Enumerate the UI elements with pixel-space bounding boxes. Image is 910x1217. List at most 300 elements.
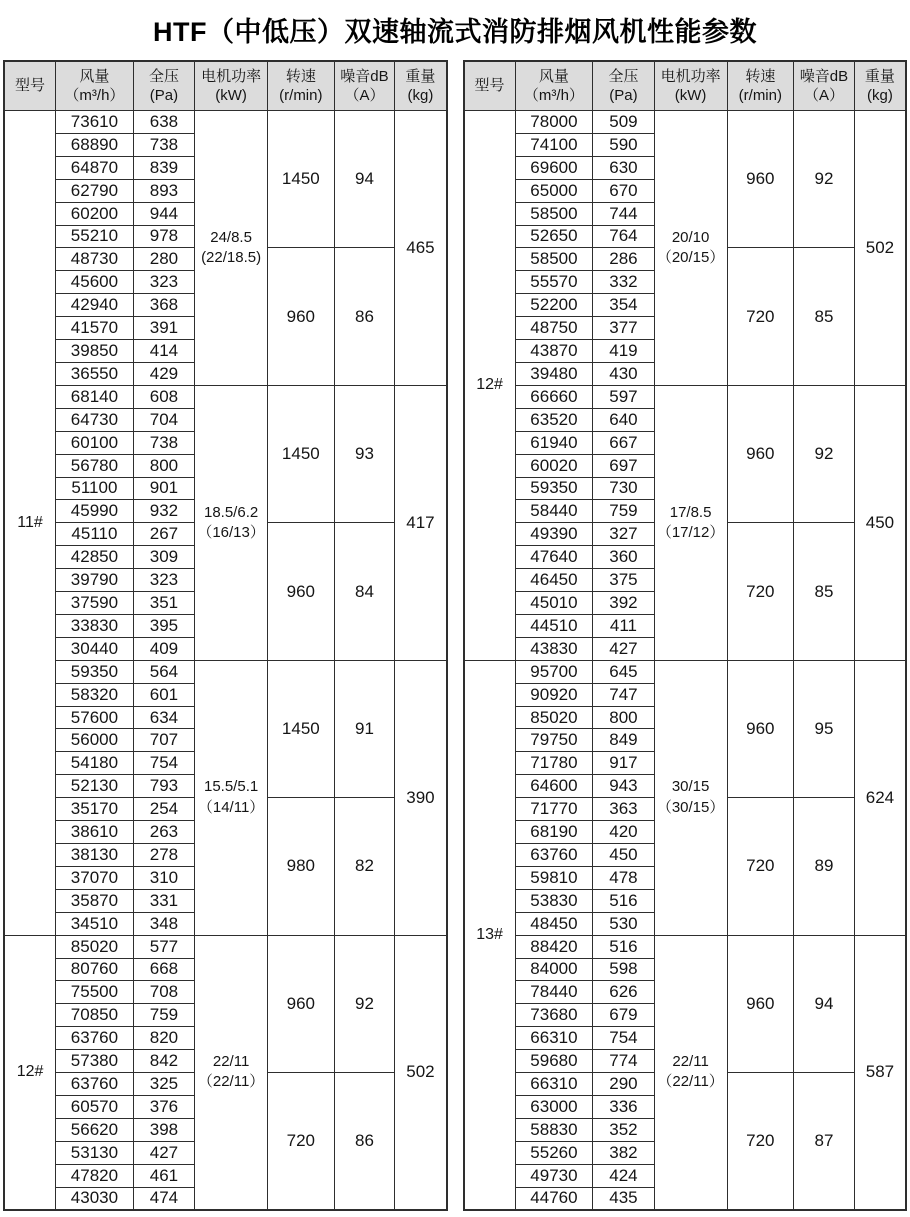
- pressure-cell: 323: [133, 271, 194, 294]
- header-line2: (r/min): [279, 87, 323, 104]
- speed-cell: 720: [727, 1073, 794, 1210]
- noise-cell: 86: [334, 248, 395, 385]
- power-line2: （20/15）: [656, 248, 725, 266]
- speed-cell: 1450: [268, 111, 335, 248]
- pressure-cell: 738: [133, 431, 194, 454]
- col-header-5: [794, 61, 855, 111]
- airflow-cell: 34510: [56, 912, 134, 935]
- pressure-cell: 254: [133, 798, 194, 821]
- col-header-2: [133, 61, 194, 111]
- airflow-cell: 51100: [56, 477, 134, 500]
- pressure-cell: 516: [593, 889, 654, 912]
- pressure-cell: 704: [133, 408, 194, 431]
- header-line2: （A）: [803, 87, 844, 104]
- model-cell: 12#: [464, 111, 516, 661]
- pressure-cell: 427: [133, 1141, 194, 1164]
- pressure-cell: 375: [593, 569, 654, 592]
- pressure-cell: 354: [593, 294, 654, 317]
- airflow-cell: 73680: [515, 1004, 593, 1027]
- pressure-cell: 430: [593, 362, 654, 385]
- airflow-cell: 68140: [56, 385, 134, 408]
- table-row: [4, 935, 447, 958]
- pressure-cell: 759: [133, 1004, 194, 1027]
- airflow-cell: 75500: [56, 981, 134, 1004]
- pressure-cell: 395: [133, 614, 194, 637]
- pressure-cell: 530: [593, 912, 654, 935]
- pressure-cell: 376: [133, 1095, 194, 1118]
- pressure-cell: 429: [133, 362, 194, 385]
- airflow-cell: 78000: [515, 111, 593, 134]
- airflow-cell: 45600: [56, 271, 134, 294]
- airflow-cell: 58500: [515, 248, 593, 271]
- header-line2: (kW): [674, 87, 707, 104]
- airflow-cell: 65000: [515, 179, 593, 202]
- model-cell: 11#: [4, 111, 56, 936]
- header-row: [464, 61, 907, 111]
- airflow-cell: 90920: [515, 683, 593, 706]
- header-line2: (Pa): [149, 87, 179, 104]
- speed-cell: 960: [268, 248, 335, 385]
- airflow-cell: 45990: [56, 500, 134, 523]
- weight-cell: 450: [854, 385, 906, 660]
- pressure-cell: 849: [593, 729, 654, 752]
- airflow-cell: 35170: [56, 798, 134, 821]
- power-line2: （14/11）: [197, 798, 265, 816]
- airflow-cell: 60100: [56, 431, 134, 454]
- airflow-cell: 60570: [56, 1095, 134, 1118]
- noise-cell: 91: [334, 660, 395, 797]
- speed-cell: 980: [268, 798, 335, 935]
- pressure-cell: 280: [133, 248, 194, 271]
- pressure-cell: 424: [593, 1164, 654, 1187]
- power-line2: （22/11）: [657, 1073, 724, 1091]
- table-row: [4, 111, 447, 134]
- speed-cell: 960: [727, 660, 794, 797]
- airflow-cell: 64730: [56, 408, 134, 431]
- pressure-cell: 590: [593, 133, 654, 156]
- airflow-cell: 95700: [515, 660, 593, 683]
- airflow-cell: 73610: [56, 111, 134, 134]
- pressure-cell: 420: [593, 821, 654, 844]
- noise-cell: 85: [794, 248, 855, 385]
- col-header-0: [4, 61, 56, 111]
- airflow-cell: 66310: [515, 1027, 593, 1050]
- speed-cell: 960: [268, 523, 335, 660]
- airflow-cell: 59810: [515, 866, 593, 889]
- header-line1: 全压: [608, 67, 639, 85]
- noise-cell: 85: [794, 523, 855, 660]
- noise-cell: 94: [794, 935, 855, 1072]
- pressure-cell: 601: [133, 683, 194, 706]
- header-line1: 型号: [474, 77, 505, 95]
- pressure-cell: 267: [133, 523, 194, 546]
- power-line2: (22/18.5): [201, 248, 262, 266]
- header-line2: (kW): [215, 87, 247, 104]
- weight-cell: 624: [854, 660, 906, 935]
- pressure-cell: 638: [133, 111, 194, 134]
- col-header-6: [854, 61, 906, 111]
- airflow-cell: 70850: [56, 1004, 134, 1027]
- airflow-cell: 52130: [56, 775, 134, 798]
- airflow-cell: 62790: [56, 179, 134, 202]
- power-line1: 22/11: [212, 1053, 250, 1071]
- pressure-cell: 597: [593, 385, 654, 408]
- pressure-cell: 352: [593, 1118, 654, 1141]
- col-header-2: [593, 61, 654, 111]
- header-line1: 噪音dB: [799, 67, 849, 85]
- pressure-cell: 668: [133, 958, 194, 981]
- noise-cell: 95: [794, 660, 855, 797]
- pressure-cell: 901: [133, 477, 194, 500]
- header-line2: (r/min): [738, 87, 782, 104]
- pressure-cell: 450: [593, 844, 654, 867]
- airflow-cell: 68890: [56, 133, 134, 156]
- airflow-cell: 85020: [56, 935, 134, 958]
- pressure-cell: 564: [133, 660, 194, 683]
- airflow-cell: 43870: [515, 340, 593, 363]
- noise-cell: 82: [334, 798, 395, 935]
- header-row: [4, 61, 447, 111]
- pressure-cell: 774: [593, 1050, 654, 1073]
- noise-cell: 89: [794, 798, 855, 935]
- speed-cell: 960: [727, 935, 794, 1072]
- airflow-cell: 45110: [56, 523, 134, 546]
- airflow-cell: 39480: [515, 362, 593, 385]
- airflow-cell: 49730: [515, 1164, 593, 1187]
- speed-cell: 960: [268, 935, 335, 1072]
- power-line1: 24/8.5: [210, 228, 252, 246]
- motor-power-cell: [195, 111, 268, 386]
- pressure-cell: 391: [133, 317, 194, 340]
- airflow-cell: 80760: [56, 958, 134, 981]
- pressure-cell: 332: [593, 271, 654, 294]
- airflow-cell: 35870: [56, 889, 134, 912]
- airflow-cell: 44760: [515, 1187, 593, 1210]
- header-line2: (kg): [867, 87, 893, 104]
- airflow-cell: 59350: [56, 660, 134, 683]
- airflow-cell: 55210: [56, 225, 134, 248]
- pressure-cell: 764: [593, 225, 654, 248]
- airflow-cell: 37070: [56, 866, 134, 889]
- pressure-cell: 509: [593, 111, 654, 134]
- pressure-cell: 478: [593, 866, 654, 889]
- airflow-cell: 45010: [515, 592, 593, 615]
- speed-cell: 720: [268, 1073, 335, 1210]
- pressure-cell: 351: [133, 592, 194, 615]
- header-line2: （m³/h）: [523, 87, 584, 104]
- airflow-cell: 85020: [515, 706, 593, 729]
- pressure-cell: 414: [133, 340, 194, 363]
- speed-cell: 720: [727, 798, 794, 935]
- header-line1: 电机功率: [660, 67, 721, 85]
- col-header-1: [56, 61, 134, 111]
- airflow-cell: 63520: [515, 408, 593, 431]
- pressure-cell: 697: [593, 454, 654, 477]
- airflow-cell: 39850: [56, 340, 134, 363]
- airflow-cell: 52200: [515, 294, 593, 317]
- airflow-cell: 64600: [515, 775, 593, 798]
- power-line1: 20/10: [671, 228, 710, 246]
- weight-cell: 465: [395, 111, 447, 386]
- airflow-cell: 48450: [515, 912, 593, 935]
- pressure-cell: 348: [133, 912, 194, 935]
- table-row: [464, 660, 907, 683]
- motor-power-cell: [195, 935, 268, 1210]
- pressure-cell: 398: [133, 1118, 194, 1141]
- pressure-cell: 427: [593, 637, 654, 660]
- airflow-cell: 78440: [515, 981, 593, 1004]
- pressure-cell: 759: [593, 500, 654, 523]
- power-line1: 15.5/5.1: [203, 778, 259, 796]
- motor-power-cell: [195, 660, 268, 935]
- pressure-cell: 392: [593, 592, 654, 615]
- header-line1: 全压: [148, 67, 179, 85]
- pressure-cell: 738: [133, 133, 194, 156]
- left-table-mount: [3, 60, 448, 1211]
- pressure-cell: 670: [593, 179, 654, 202]
- airflow-cell: 44510: [515, 614, 593, 637]
- weight-cell: 417: [395, 385, 447, 660]
- power-line1: 18.5/6.2: [203, 503, 259, 521]
- pressure-cell: 839: [133, 156, 194, 179]
- motor-power-cell: [654, 385, 727, 660]
- header-line2: (kg): [407, 87, 434, 104]
- pressure-cell: 754: [133, 752, 194, 775]
- pressure-cell: 708: [133, 981, 194, 1004]
- speed-cell: 720: [727, 523, 794, 660]
- speed-cell: 720: [727, 248, 794, 385]
- col-header-5: [334, 61, 395, 111]
- noise-cell: 94: [334, 111, 395, 248]
- airflow-cell: 66310: [515, 1073, 593, 1096]
- pressure-cell: 893: [133, 179, 194, 202]
- power-line2: （30/15）: [656, 798, 725, 816]
- airflow-cell: 53130: [56, 1141, 134, 1164]
- table-row: [464, 111, 907, 134]
- col-header-4: [268, 61, 335, 111]
- noise-cell: 93: [334, 385, 395, 522]
- col-header-4: [727, 61, 794, 111]
- speed-cell: 960: [727, 385, 794, 522]
- airflow-cell: 84000: [515, 958, 593, 981]
- header-line1: 风量: [538, 67, 569, 85]
- pressure-cell: 577: [133, 935, 194, 958]
- pressure-cell: 263: [133, 821, 194, 844]
- pressure-cell: 331: [133, 889, 194, 912]
- pressure-cell: 679: [593, 1004, 654, 1027]
- airflow-cell: 56000: [56, 729, 134, 752]
- airflow-cell: 59350: [515, 477, 593, 500]
- header-line2: (Pa): [609, 87, 638, 104]
- noise-cell: 84: [334, 523, 395, 660]
- airflow-cell: 55260: [515, 1141, 593, 1164]
- airflow-cell: 68190: [515, 821, 593, 844]
- tables-container: [0, 60, 910, 1211]
- airflow-cell: 88420: [515, 935, 593, 958]
- pressure-cell: 608: [133, 385, 194, 408]
- airflow-cell: 58440: [515, 500, 593, 523]
- pressure-cell: 626: [593, 981, 654, 1004]
- pressure-cell: 363: [593, 798, 654, 821]
- noise-cell: 92: [334, 935, 395, 1072]
- pressure-cell: 435: [593, 1187, 654, 1210]
- pressure-cell: 382: [593, 1141, 654, 1164]
- airflow-cell: 47640: [515, 546, 593, 569]
- pressure-cell: 286: [593, 248, 654, 271]
- airflow-cell: 55570: [515, 271, 593, 294]
- header-line2: （A）: [344, 87, 385, 104]
- airflow-cell: 42850: [56, 546, 134, 569]
- header-line1: 风量: [79, 67, 110, 85]
- airflow-cell: 63000: [515, 1095, 593, 1118]
- power-line1: 22/11: [672, 1053, 709, 1071]
- pressure-cell: 368: [133, 294, 194, 317]
- airflow-cell: 48750: [515, 317, 593, 340]
- airflow-cell: 79750: [515, 729, 593, 752]
- col-header-3: [654, 61, 727, 111]
- pressure-cell: 474: [133, 1187, 194, 1210]
- weight-cell: 390: [395, 660, 447, 935]
- pressure-cell: 278: [133, 844, 194, 867]
- noise-cell: 86: [334, 1073, 395, 1210]
- pressure-cell: 411: [593, 614, 654, 637]
- header-line1: 型号: [15, 77, 46, 95]
- airflow-cell: 57380: [56, 1050, 134, 1073]
- pressure-cell: 730: [593, 477, 654, 500]
- motor-power-cell: [654, 935, 727, 1210]
- speed-cell: 960: [727, 111, 794, 248]
- header-line1: 转速: [745, 67, 776, 85]
- pressure-cell: 630: [593, 156, 654, 179]
- pressure-cell: 327: [593, 523, 654, 546]
- airflow-cell: 58830: [515, 1118, 593, 1141]
- weight-cell: 502: [854, 111, 906, 386]
- model-cell: 13#: [464, 660, 516, 1210]
- pressure-cell: 978: [133, 225, 194, 248]
- airflow-cell: 69600: [515, 156, 593, 179]
- pressure-cell: 667: [593, 431, 654, 454]
- power-line2: （17/12）: [656, 523, 725, 541]
- table-row: [464, 935, 907, 958]
- col-header-1: [515, 61, 593, 111]
- pressure-cell: 634: [133, 706, 194, 729]
- airflow-cell: 56620: [56, 1118, 134, 1141]
- pressure-cell: 744: [593, 202, 654, 225]
- pressure-cell: 419: [593, 340, 654, 363]
- airflow-cell: 58320: [56, 683, 134, 706]
- noise-cell: 92: [794, 111, 855, 248]
- weight-cell: 502: [395, 935, 447, 1210]
- pressure-cell: 707: [133, 729, 194, 752]
- pressure-cell: 943: [593, 775, 654, 798]
- table-row: [4, 660, 447, 683]
- pressure-cell: 461: [133, 1164, 194, 1187]
- pressure-cell: 640: [593, 408, 654, 431]
- power-line1: 17/8.5: [669, 503, 712, 521]
- pressure-cell: 747: [593, 683, 654, 706]
- header-line1: 转速: [285, 67, 316, 85]
- spec-table-left: [3, 60, 448, 1211]
- pressure-cell: 325: [133, 1073, 194, 1096]
- pressure-cell: 598: [593, 958, 654, 981]
- pressure-cell: 754: [593, 1027, 654, 1050]
- airflow-cell: 49390: [515, 523, 593, 546]
- airflow-cell: 38610: [56, 821, 134, 844]
- airflow-cell: 66660: [515, 385, 593, 408]
- airflow-cell: 41570: [56, 317, 134, 340]
- col-header-0: [464, 61, 516, 111]
- airflow-cell: 43830: [515, 637, 593, 660]
- pressure-cell: 800: [133, 454, 194, 477]
- col-header-6: [395, 61, 447, 111]
- header-line2: （m³/h）: [64, 87, 125, 104]
- pressure-cell: 377: [593, 317, 654, 340]
- speed-cell: 1450: [268, 660, 335, 797]
- noise-cell: 92: [794, 385, 855, 522]
- airflow-cell: 63760: [56, 1027, 134, 1050]
- airflow-cell: 37590: [56, 592, 134, 615]
- header-line1: 重量: [864, 67, 895, 85]
- pressure-cell: 793: [133, 775, 194, 798]
- airflow-cell: 59680: [515, 1050, 593, 1073]
- airflow-cell: 52650: [515, 225, 593, 248]
- airflow-cell: 54180: [56, 752, 134, 775]
- airflow-cell: 56780: [56, 454, 134, 477]
- motor-power-cell: [195, 385, 268, 660]
- airflow-cell: 38130: [56, 844, 134, 867]
- power-line1: 30/15: [671, 778, 710, 796]
- airflow-cell: 57600: [56, 706, 134, 729]
- header-line1: 电机功率: [201, 67, 262, 85]
- pressure-cell: 944: [133, 202, 194, 225]
- pressure-cell: 336: [593, 1095, 654, 1118]
- pressure-cell: 820: [133, 1027, 194, 1050]
- pressure-cell: 323: [133, 569, 194, 592]
- motor-power-cell: [654, 660, 727, 935]
- airflow-cell: 46450: [515, 569, 593, 592]
- page-title: HTF（中低压）双速轴流式消防排烟风机性能参数: [153, 17, 757, 47]
- table-row: [4, 385, 447, 408]
- pressure-cell: 645: [593, 660, 654, 683]
- motor-power-cell: [654, 111, 727, 386]
- col-header-3: [195, 61, 268, 111]
- pressure-cell: 842: [133, 1050, 194, 1073]
- table-row: [464, 385, 907, 408]
- pressure-cell: 932: [133, 500, 194, 523]
- airflow-cell: 53830: [515, 889, 593, 912]
- pressure-cell: 290: [593, 1073, 654, 1096]
- airflow-cell: 74100: [515, 133, 593, 156]
- pressure-cell: 309: [133, 546, 194, 569]
- weight-cell: 587: [854, 935, 906, 1210]
- airflow-cell: 58500: [515, 202, 593, 225]
- airflow-cell: 47820: [56, 1164, 134, 1187]
- spec-table-right: [463, 60, 908, 1211]
- pressure-cell: 310: [133, 866, 194, 889]
- right-table-mount: [463, 60, 908, 1211]
- airflow-cell: 71780: [515, 752, 593, 775]
- model-cell: 12#: [4, 935, 56, 1210]
- airflow-cell: 36550: [56, 362, 134, 385]
- power-line2: （16/13）: [197, 523, 265, 541]
- airflow-cell: 63760: [515, 844, 593, 867]
- pressure-cell: 917: [593, 752, 654, 775]
- header-line1: 噪音dB: [340, 67, 389, 85]
- speed-cell: 1450: [268, 385, 335, 522]
- airflow-cell: 71770: [515, 798, 593, 821]
- pressure-cell: 360: [593, 546, 654, 569]
- pressure-cell: 800: [593, 706, 654, 729]
